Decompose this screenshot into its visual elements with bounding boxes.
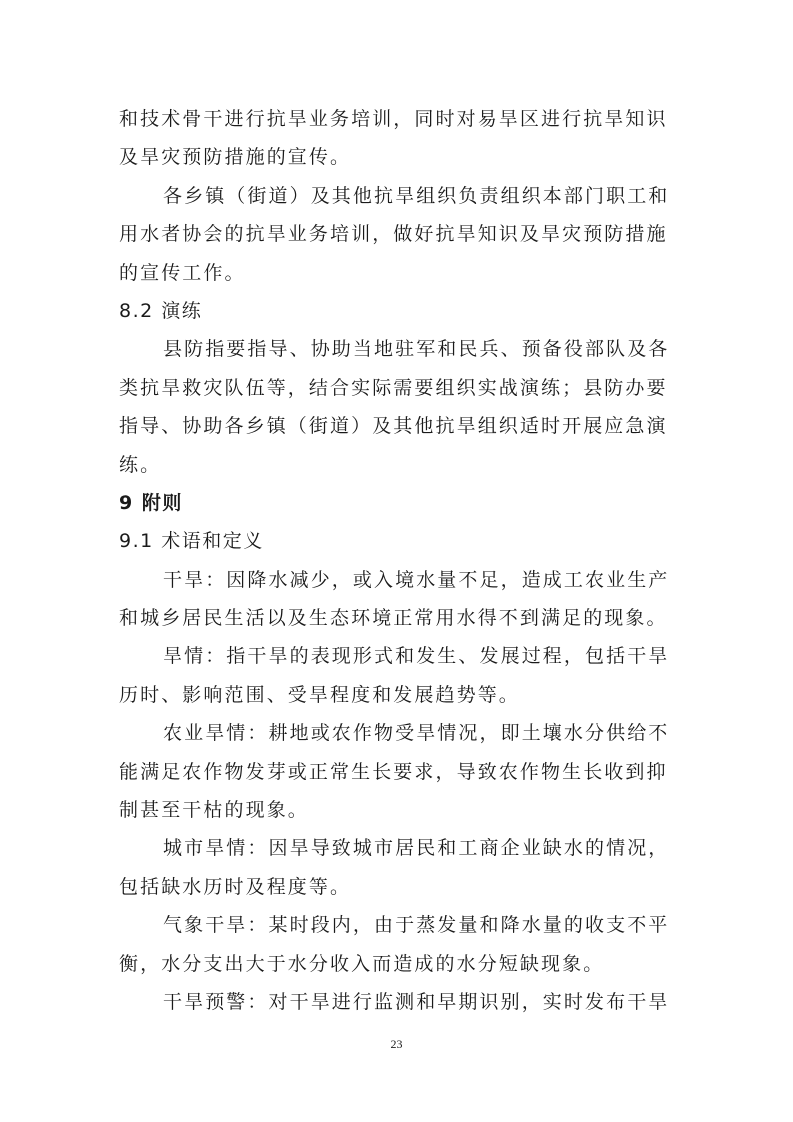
section-heading-8-2: 8.2 演练 <box>119 299 203 322</box>
text-line-5: 的宣传工作。 <box>119 261 246 284</box>
text-line-22: 气象干旱：某时段内，由于蒸发量和降水量的收支不平 <box>163 914 670 937</box>
text-line-24: 干旱预警：对干旱进行监测和早期识别，实时发布干旱 <box>163 990 670 1013</box>
section-heading-9-1: 9.1 术语和定义 <box>119 530 264 553</box>
text-line-19: 制甚至干枯的现象。 <box>119 799 309 822</box>
page-content <box>119 100 679 1021</box>
text-line-10: 练。 <box>119 453 162 476</box>
text-line-9: 指导、协助各乡镇（街道）及其他抗旱组织适时开展应急演 <box>119 415 668 438</box>
text-line-16: 历时、影响范围、受旱程度和发展趋势等。 <box>119 683 520 706</box>
text-line-8: 类抗旱救灾队伍等，结合实际需要组织实战演练；县防办要 <box>119 376 668 399</box>
text-line-23: 衡，水分支出大于水分收入而造成的水分短缺现象。 <box>119 952 605 975</box>
text-line-18: 能满足农作物发芽或正常生长要求，导致农作物生长收到抑 <box>119 760 668 783</box>
text-line-3: 各乡镇（街道）及其他抗旱组织负责组织本部门职工和 <box>163 184 670 207</box>
text-line-20: 城市旱情：因旱导致城市居民和工商企业缺水的情况， <box>163 837 670 860</box>
chapter-heading-9: 9 附则 <box>119 491 183 514</box>
text-line-1: 和技术骨干进行抗旱业务培训，同时对易旱区进行抗旱知识 <box>119 108 668 130</box>
text-line-13: 干旱：因降水减少，或入境水量不足，造成工农业生产 <box>163 568 670 591</box>
text-line-4: 用水者协会的抗旱业务培训，做好抗旱知识及旱灾预防措施 <box>119 223 668 246</box>
text-line-21: 包括缺水历时及程度等。 <box>119 875 352 898</box>
text-line-17: 农业旱情：耕地或农作物受旱情况，即土壤水分供给不 <box>163 722 670 745</box>
text-line-7: 县防指要指导、协助当地驻军和民兵、预备役部队及各 <box>163 338 670 361</box>
text-line-15: 旱情：指干旱的表现形式和发生、发展过程，包括干旱 <box>163 645 670 668</box>
text-line-14: 和城乡居民生活以及生态环境正常用水得不到满足的现象。 <box>119 607 668 630</box>
page-number: 23 <box>390 1037 403 1051</box>
text-line-2: 及旱灾预防措施的宣传。 <box>119 146 352 169</box>
